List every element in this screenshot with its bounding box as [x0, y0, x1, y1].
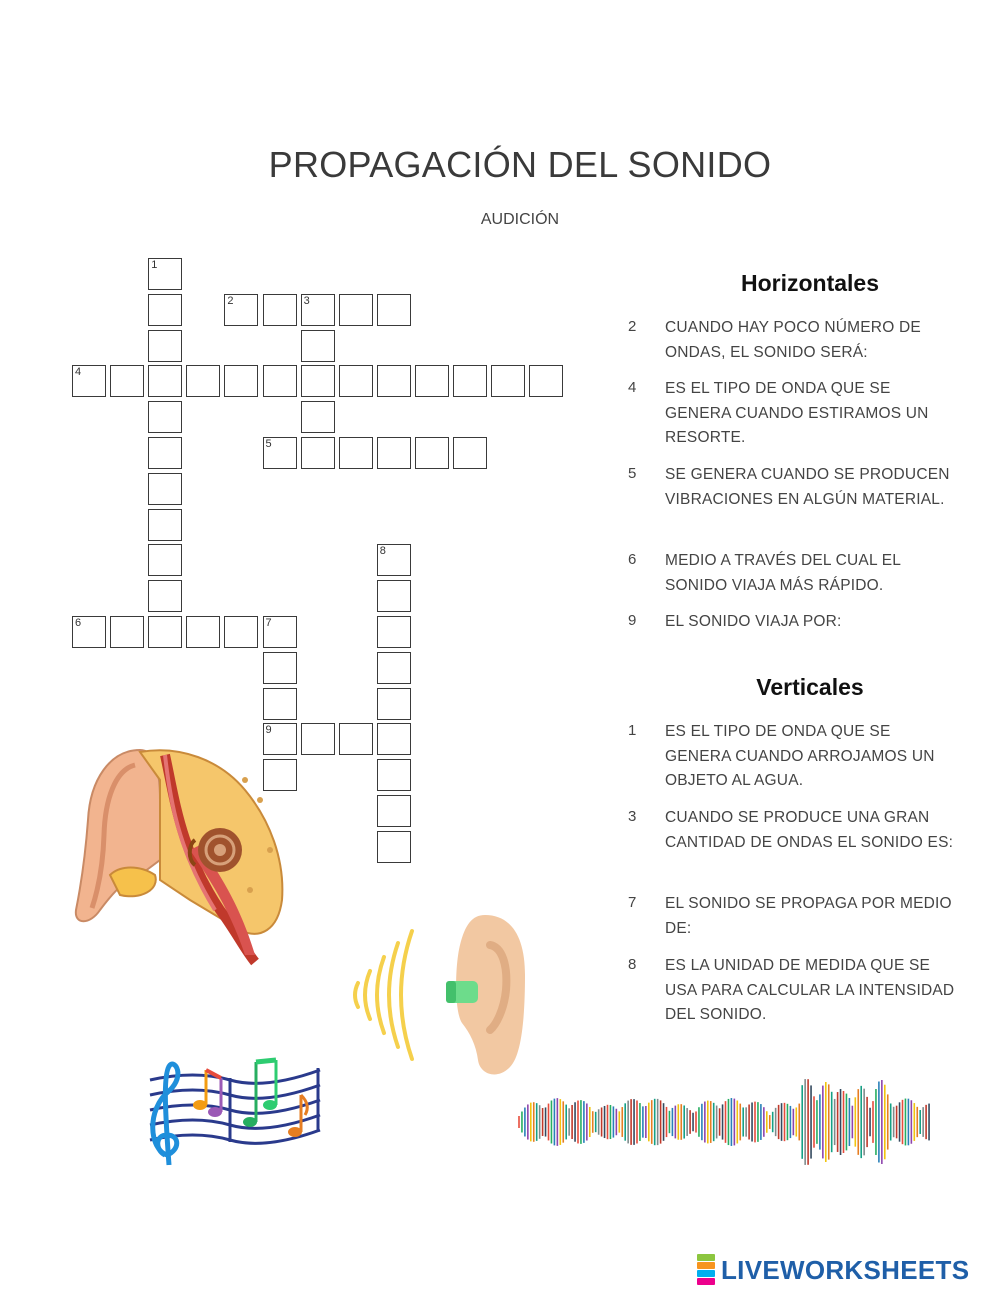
crossword-cell[interactable] [377, 580, 411, 612]
clue-text: ES EL TIPO DE ONDA QUE SE GENERA CUANDO ESTIRAMOS UN RESORTE. [665, 380, 929, 446]
clue-text: EL SONIDO VIAJA POR: [665, 613, 842, 630]
crossword-clue-number: 7 [265, 617, 272, 629]
crossword-cell-input[interactable] [149, 581, 181, 611]
crossword-cell-input[interactable] [73, 366, 105, 396]
crossword-cell[interactable] [148, 473, 182, 505]
crossword-cell[interactable] [377, 437, 411, 469]
crossword-cell[interactable] [491, 365, 525, 397]
crossword-cell[interactable] [529, 365, 563, 397]
crossword-cell-input[interactable] [416, 438, 448, 468]
crossword-cell-input[interactable] [225, 295, 257, 325]
clue-text: CUANDO SE PRODUCE UNA GRAN CANTIDAD DE ONDAS EL SONIDO ES: [665, 809, 954, 851]
crossword-cell[interactable] [453, 437, 487, 469]
crossword-cell[interactable] [148, 401, 182, 433]
crossword-cell[interactable] [186, 365, 220, 397]
crossword-cell-input[interactable] [149, 295, 181, 325]
crossword-cell-input[interactable] [264, 438, 296, 468]
crossword-cell[interactable] [339, 294, 373, 326]
logo-mark-icon [697, 1254, 717, 1286]
crossword-clue-number: 4 [75, 366, 82, 379]
vertical-clues [620, 674, 960, 1023]
crossword-cell-input[interactable] [340, 366, 372, 396]
crossword-cell-input[interactable] [530, 366, 562, 396]
crossword-cell[interactable] [263, 294, 297, 326]
crossword-cell-input[interactable] [378, 760, 410, 790]
crossword-cell[interactable] [263, 616, 297, 648]
crossword-cell-input[interactable] [378, 689, 410, 719]
crossword-cell[interactable] [110, 365, 144, 397]
crossword-cell[interactable] [263, 437, 297, 469]
crossword-cell[interactable] [224, 616, 258, 648]
clue-number: 7 [628, 894, 637, 911]
clue-number: 8 [628, 956, 637, 973]
clue-text: EL SONIDO SE PROPAGA POR MEDIO DE: [665, 895, 952, 937]
crossword-cell[interactable] [148, 258, 182, 290]
vertical-heading: Verticales [756, 674, 864, 700]
crossword-cell[interactable] [339, 437, 373, 469]
crossword-cell-input[interactable] [378, 366, 410, 396]
crossword-cell[interactable] [263, 688, 297, 720]
crossword-clue-number: 3 [303, 294, 310, 307]
crossword-cell-input[interactable] [264, 653, 296, 683]
crossword-cell-input[interactable] [416, 366, 448, 396]
crossword-cell[interactable] [148, 437, 182, 469]
crossword-cell-input[interactable] [302, 438, 334, 468]
crossword-cell-input[interactable] [187, 617, 219, 647]
clue-number: 6 [628, 551, 637, 568]
crossword-cell[interactable] [377, 616, 411, 648]
crossword-cell-input[interactable] [264, 689, 296, 719]
crossword-cell-input[interactable] [149, 474, 181, 504]
crossword-cell[interactable] [377, 795, 411, 827]
crossword-cell-input[interactable] [378, 832, 410, 862]
crossword-cell[interactable] [301, 401, 335, 433]
crossword-cell-input[interactable] [378, 653, 410, 683]
crossword-cell-input[interactable] [454, 438, 486, 468]
logo-text: LIVEWORKSHEETS [721, 1254, 970, 1285]
ear-sound-waves-icon [350, 905, 535, 1080]
crossword-cell-input[interactable] [225, 366, 257, 396]
crossword-cell-input[interactable] [264, 295, 296, 325]
crossword-cell-input[interactable] [149, 438, 181, 468]
crossword-cell-input[interactable] [492, 366, 524, 396]
clue-text: ES LA UNIDAD DE MEDIDA QUE SE USA PARA CALCULAR LA INTENSIDAD DEL SONIDO. [665, 957, 955, 1023]
crossword-cell[interactable] [110, 616, 144, 648]
clue-number: 3 [628, 808, 637, 825]
liveworksheets-logo [697, 1254, 969, 1286]
crossword-cell-input[interactable] [302, 331, 334, 361]
crossword-cell[interactable] [148, 616, 182, 648]
crossword-cell-input[interactable] [302, 402, 334, 432]
crossword-cell[interactable] [415, 365, 449, 397]
crossword-cell-input[interactable] [378, 724, 410, 754]
crossword-cell[interactable] [224, 294, 258, 326]
crossword-cell-input[interactable] [187, 366, 219, 396]
crossword-cell[interactable] [148, 544, 182, 576]
crossword-cell-input[interactable] [225, 617, 257, 647]
clue-number: 4 [628, 379, 637, 396]
clue-text: MEDIO A TRAVÉS DEL CUAL EL SONIDO VIAJA MÁS RÁPIDO. [665, 552, 901, 594]
crossword-cell-input[interactable] [149, 331, 181, 361]
crossword-cell-input[interactable] [264, 366, 296, 396]
crossword-cell-input[interactable] [149, 402, 181, 432]
crossword-cell[interactable] [301, 437, 335, 469]
crossword-cell[interactable] [148, 294, 182, 326]
crossword-cell[interactable] [224, 365, 258, 397]
crossword-cell-input[interactable] [264, 617, 296, 647]
crossword-cell-input[interactable] [378, 545, 410, 575]
crossword-cell[interactable] [377, 831, 411, 863]
crossword-clue-number: 9 [265, 724, 272, 737]
crossword-clue-number: 5 [265, 438, 272, 450]
crossword-cell-input[interactable] [302, 295, 334, 325]
crossword-clue-number: 6 [75, 617, 82, 629]
crossword-clue-number: 2 [227, 294, 234, 307]
ear-anatomy-illustration [70, 740, 290, 970]
crossword-cell[interactable] [377, 652, 411, 684]
clue-number: 1 [628, 722, 637, 739]
clue-number: 5 [628, 465, 637, 482]
crossword-cell[interactable] [72, 616, 106, 648]
crossword-cell[interactable] [148, 580, 182, 612]
clue-text: CUANDO HAY POCO NÚMERO DE ONDAS, EL SONIDO SERÁ: [665, 319, 921, 361]
crossword-cell-input[interactable] [340, 295, 372, 325]
crossword-cell[interactable] [377, 365, 411, 397]
crossword-cell-input[interactable] [302, 366, 334, 396]
crossword-cell[interactable] [263, 652, 297, 684]
crossword-cell-input[interactable] [378, 581, 410, 611]
crossword-cell-input[interactable] [454, 366, 486, 396]
crossword-cell[interactable] [453, 365, 487, 397]
crossword-cell-input[interactable] [149, 510, 181, 540]
clue-text: SE GENERA CUANDO SE PRODUCEN VIBRACIONES EN ALGÚN MATERIAL. [665, 466, 950, 508]
crossword-cell[interactable] [148, 509, 182, 541]
crossword-cell[interactable] [148, 330, 182, 362]
crossword-cell[interactable] [339, 723, 373, 755]
crossword-cell[interactable] [301, 723, 335, 755]
crossword-cell[interactable] [377, 723, 411, 755]
crossword-cell[interactable] [415, 437, 449, 469]
crossword-cell-input[interactable] [378, 796, 410, 826]
crossword-cell-input[interactable] [378, 438, 410, 468]
crossword-cell[interactable] [186, 616, 220, 648]
crossword-cell-input[interactable] [111, 617, 143, 647]
crossword-cell-input[interactable] [378, 295, 410, 325]
clue-number: 2 [628, 318, 637, 335]
music-staff-notes-illustration [135, 1050, 325, 1180]
crossword-cell-input[interactable] [340, 724, 372, 754]
crossword-clue-number: 8 [379, 545, 386, 558]
crossword-cell[interactable] [148, 365, 182, 397]
crossword-cell-input[interactable] [73, 617, 105, 647]
crossword-clue-number: 1 [151, 259, 158, 271]
crossword-cell[interactable] [301, 365, 335, 397]
horizontal-heading: Horizontales [740, 270, 880, 296]
crossword-cell[interactable] [339, 365, 373, 397]
crossword-cell-input[interactable] [111, 366, 143, 396]
crossword-cell[interactable] [263, 365, 297, 397]
clue-number: 9 [628, 612, 637, 629]
crossword-cell[interactable] [377, 688, 411, 720]
crossword-cell[interactable] [377, 759, 411, 791]
colorful-audio-waveform [515, 1072, 935, 1172]
crossword-cell-input[interactable] [149, 545, 181, 575]
clue-text: ES EL TIPO DE ONDA QUE SE GENERA CUANDO ARROJAMOS UN OBJETO AL AGUA. [665, 723, 935, 789]
page-title: PROPAGACIÓN DEL SONIDO [268, 144, 772, 185]
crossword-cell[interactable] [377, 544, 411, 576]
crossword-cell[interactable] [72, 365, 106, 397]
crossword-cell[interactable] [301, 330, 335, 362]
crossword-cell[interactable] [377, 294, 411, 326]
crossword-cell[interactable] [301, 294, 335, 326]
crossword-cell-input[interactable] [340, 438, 372, 468]
crossword-cell-input[interactable] [149, 259, 181, 289]
crossword-cell-input[interactable] [302, 724, 334, 754]
crossword-cell-input[interactable] [149, 366, 181, 396]
crossword-cell-input[interactable] [149, 617, 181, 647]
page-subtitle: AUDICIÓN [480, 211, 560, 228]
horizontal-clues [620, 270, 960, 630]
crossword-cell-input[interactable] [378, 617, 410, 647]
